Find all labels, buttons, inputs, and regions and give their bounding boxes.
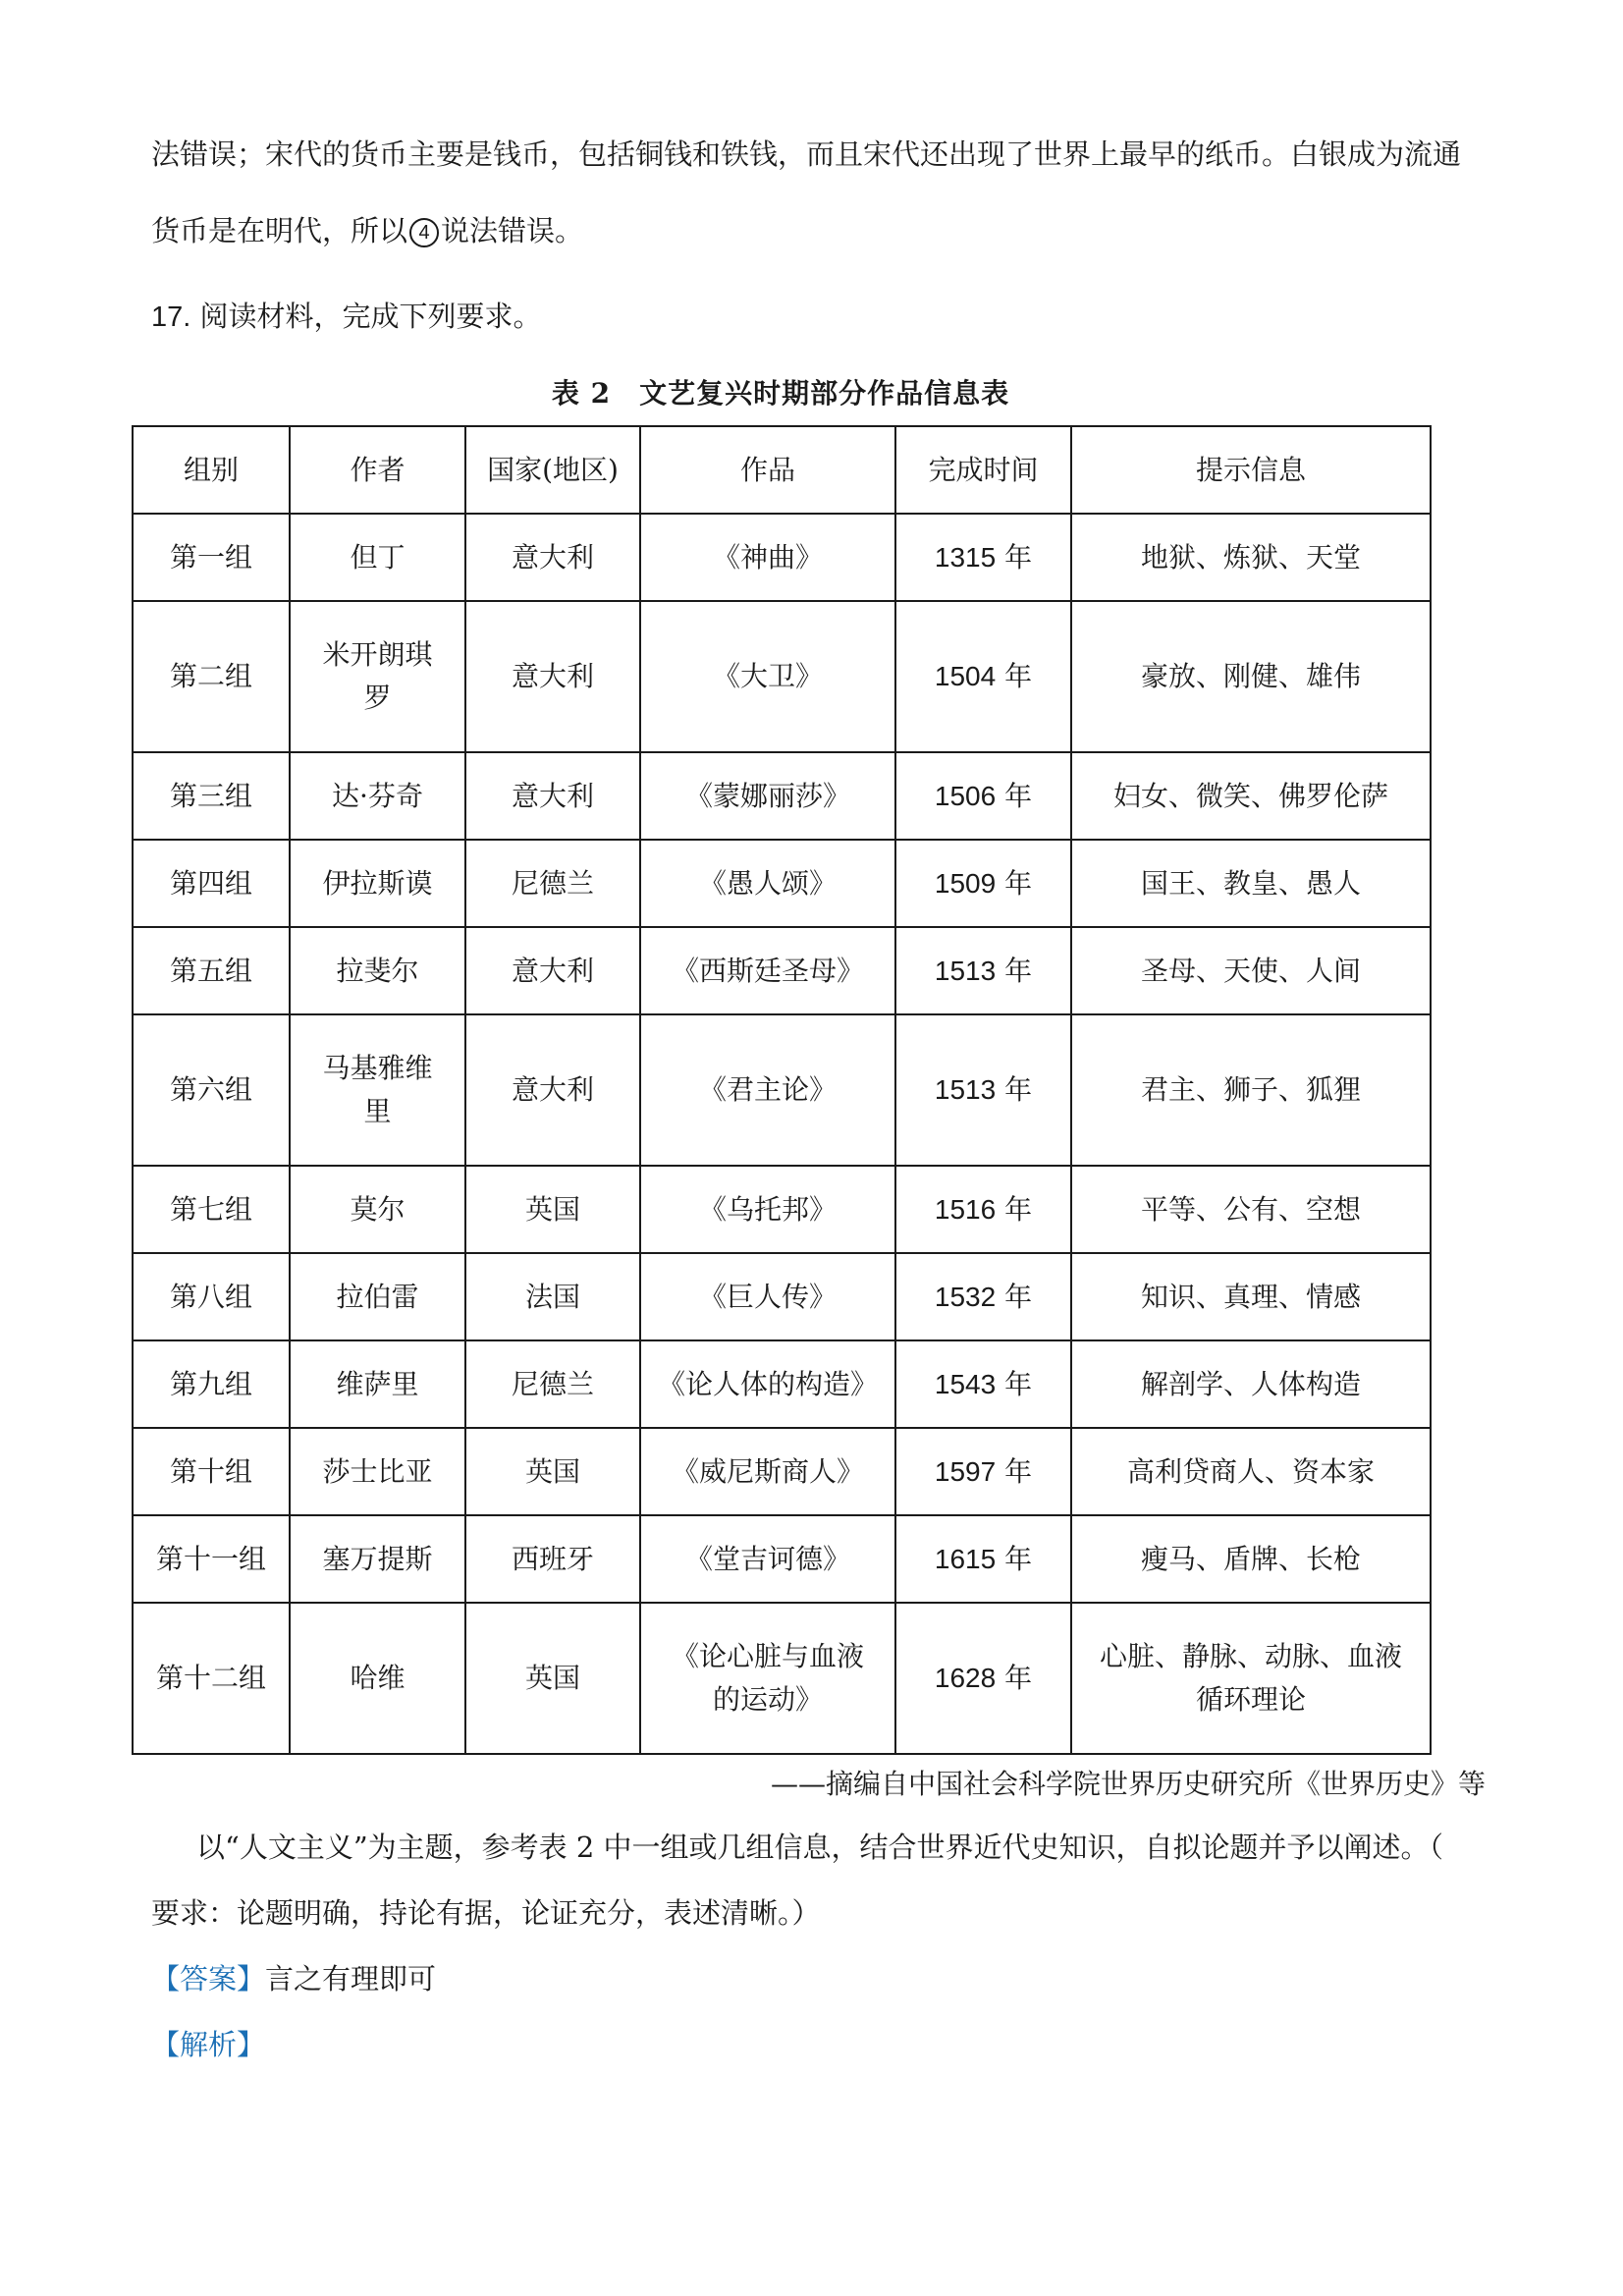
cell-year	[895, 927, 1071, 1014]
year-value: 1628	[934, 1663, 997, 1693]
header-country: 国家(地区)	[465, 426, 640, 514]
cell-year	[895, 1603, 1071, 1754]
year-suffix: 年	[1004, 1367, 1033, 1400]
cell-group: 第十一组	[133, 1515, 290, 1603]
header-author: 作者	[290, 426, 465, 514]
cell-country: 西班牙	[465, 1515, 640, 1603]
cell-group: 第六组	[133, 1014, 290, 1166]
intro-line-2: 货币是在明代，所以 4 说法错误。	[151, 214, 584, 247]
cell-work: 《愚人颂》	[640, 840, 895, 927]
cell-country: 意大利	[465, 514, 640, 601]
year-value: 1315	[934, 541, 997, 573]
header-hints: 提示信息	[1071, 426, 1431, 514]
cell-year	[895, 1340, 1071, 1428]
cell-hints: 解剖学、人体构造	[1071, 1340, 1431, 1428]
table-row	[133, 1166, 1431, 1253]
cell-hints: 圣母、天使、人间	[1071, 927, 1431, 1014]
cell-hints: 国王、教皇、愚人	[1071, 840, 1431, 927]
year-value: 1597	[934, 1455, 997, 1487]
header-work: 作品	[640, 426, 895, 514]
cell-author: 莎士比亚	[290, 1428, 465, 1515]
cell-hints: 地狱、炼狱、天堂	[1071, 514, 1431, 601]
cell-group: 第十二组	[133, 1603, 290, 1754]
answer-text: 言之有理即可	[265, 1962, 437, 1995]
cell-hints: 君主、狮子、狐狸	[1071, 1014, 1431, 1166]
cell-author: 维萨里	[290, 1340, 465, 1428]
cell-year	[895, 1253, 1071, 1340]
renaissance-works-table	[132, 425, 1432, 1755]
cell-hints: 知识、真理、情感	[1071, 1253, 1431, 1340]
cell-author: 塞万提斯	[290, 1515, 465, 1603]
year-suffix: 年	[1004, 1192, 1033, 1226]
cell-group: 第二组	[133, 601, 290, 752]
year-suffix: 年	[1004, 1073, 1033, 1106]
year-suffix: 年	[1004, 1280, 1033, 1313]
header-group: 组别	[133, 426, 290, 514]
cell-author: 达·芬奇	[290, 752, 465, 840]
cell-hints: 平等、公有、空想	[1071, 1166, 1431, 1253]
year-value: 1506	[934, 780, 997, 811]
cell-country: 英国	[465, 1603, 640, 1754]
cell-hints: 高利贷商人、资本家	[1071, 1428, 1431, 1515]
cell-year	[895, 752, 1071, 840]
cell-year	[895, 1428, 1071, 1515]
intro-line-1: 法错误；宋代的货币主要是钱币，包括铜钱和铁钱，而且宋代还出现了世界上最早的纸币。白银成为流通	[151, 137, 1462, 171]
cell-group: 第三组	[133, 752, 290, 840]
cell-author: 哈维	[290, 1603, 465, 1754]
table-caption: 表 2 文艺复兴时期部分作品信息表	[551, 377, 1010, 410]
year-suffix: 年	[1004, 1662, 1033, 1694]
cell-author: 莫尔	[290, 1166, 465, 1253]
cell-work: 《西斯廷圣母》	[640, 927, 895, 1014]
cell-year	[895, 514, 1071, 601]
year-suffix: 年	[1004, 540, 1033, 574]
year-suffix: 年	[1004, 866, 1033, 900]
question-number: 17.	[151, 301, 191, 333]
table-row	[133, 1014, 1431, 1166]
cell-hints: 豪放、刚健、雄伟	[1071, 601, 1431, 752]
circled-number-four: 4	[409, 218, 439, 247]
cell-year	[895, 1014, 1071, 1166]
table-row	[133, 927, 1431, 1014]
cell-hints: 妇女、微笑、佛罗伦萨	[1071, 752, 1431, 840]
cell-year	[895, 840, 1071, 927]
cell-group: 第四组	[133, 840, 290, 927]
year-value: 1509	[934, 867, 997, 899]
cell-author: 伊拉斯谟	[290, 840, 465, 927]
cell-author: 拉斐尔	[290, 927, 465, 1014]
table-row	[133, 514, 1431, 601]
analysis-line	[151, 2025, 1487, 2064]
cell-group: 第十组	[133, 1428, 290, 1515]
year-value: 1504	[934, 661, 997, 691]
cell-work: 《神曲》	[640, 514, 895, 601]
year-value: 1513	[934, 955, 997, 986]
cell-hints: 心脏、静脉、动脉、血液循环理论	[1071, 1603, 1431, 1754]
table-row	[133, 1253, 1431, 1340]
table-row	[133, 1603, 1431, 1754]
table-row	[133, 840, 1431, 927]
cell-hints: 瘦马、盾牌、长枪	[1071, 1515, 1431, 1603]
cell-author: 米开朗琪罗	[290, 601, 465, 752]
year-suffix: 年	[1004, 1542, 1033, 1575]
year-suffix: 年	[1004, 954, 1033, 987]
year-suffix: 年	[1004, 779, 1033, 812]
cell-country: 意大利	[465, 1014, 640, 1166]
cell-country: 尼德兰	[465, 1340, 640, 1428]
table-row	[133, 752, 1431, 840]
cell-country: 英国	[465, 1428, 640, 1515]
cell-group: 第五组	[133, 927, 290, 1014]
year-value: 1615	[934, 1543, 997, 1574]
analysis-tag: 【解析】	[151, 2028, 266, 2061]
answer-line	[151, 1959, 1487, 1998]
cell-country: 意大利	[465, 752, 640, 840]
cell-author: 拉伯雷	[290, 1253, 465, 1340]
cell-country: 意大利	[465, 601, 640, 752]
cell-author: 但丁	[290, 514, 465, 601]
cell-year	[895, 601, 1071, 752]
cell-work: 《大卫》	[640, 601, 895, 752]
table-header-row	[133, 426, 1431, 514]
table-row	[133, 1515, 1431, 1603]
table-row	[133, 1340, 1431, 1428]
year-value: 1513	[934, 1074, 997, 1105]
cell-country: 英国	[465, 1166, 640, 1253]
question-title	[151, 297, 542, 337]
cell-work: 《堂吉诃德》	[640, 1515, 895, 1603]
cell-group: 第一组	[133, 514, 290, 601]
cell-work: 《论心脏与血液的运动》	[640, 1603, 895, 1754]
cell-country: 法国	[465, 1253, 640, 1340]
year-suffix: 年	[1004, 1454, 1033, 1488]
header-year: 完成时间	[895, 426, 1071, 514]
year-suffix: 年	[1004, 660, 1033, 692]
task-line-2: 要求：论题明确，持论有据，论证充分，表述清晰。）	[151, 1896, 821, 1930]
cell-country: 意大利	[465, 927, 640, 1014]
year-value: 1532	[934, 1281, 997, 1312]
table-row	[133, 1428, 1431, 1515]
table-row	[133, 601, 1431, 752]
cell-work: 《蒙娜丽莎》	[640, 752, 895, 840]
cell-work: 《论人体的构造》	[640, 1340, 895, 1428]
cell-year	[895, 1166, 1071, 1253]
cell-group: 第八组	[133, 1253, 290, 1340]
cell-country: 尼德兰	[465, 840, 640, 927]
cell-work: 《巨人传》	[640, 1253, 895, 1340]
cell-group: 第七组	[133, 1166, 290, 1253]
year-value: 1543	[934, 1368, 997, 1399]
cell-author: 马基雅维里	[290, 1014, 465, 1166]
question-prompt: 阅读材料，完成下列要求。	[199, 300, 542, 333]
cell-work: 《威尼斯商人》	[640, 1428, 895, 1515]
cell-group: 第九组	[133, 1340, 290, 1428]
table-source: ——摘编自中国社会科学院世界历史研究所《世界历史》等	[770, 1768, 1486, 1800]
answer-tag: 【答案】	[151, 1962, 266, 1995]
cell-work: 《乌托邦》	[640, 1166, 895, 1253]
task-line-1: 以“人文主义”为主题，参考表 2 中一组或几组信息，结合世界近代史知识，自拟论题并予以阐述。（	[196, 1831, 1444, 1864]
cell-year	[895, 1515, 1071, 1603]
year-value: 1516	[934, 1193, 997, 1225]
cell-work: 《君主论》	[640, 1014, 895, 1166]
